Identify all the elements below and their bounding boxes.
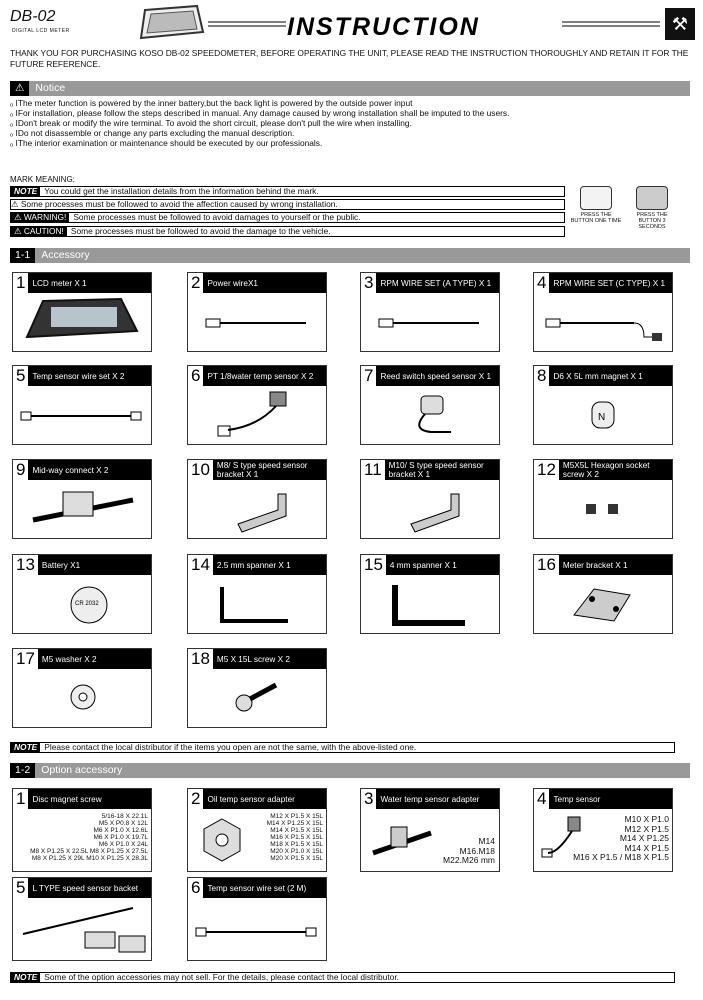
meter-bracket-image: [534, 575, 672, 633]
accessory-card-5: 5 Temp sensor wire set X 2: [12, 365, 152, 445]
rpm-wire-c-image: [534, 293, 672, 351]
notice-item: ₒ IThe interior examination or maintenance should be executed by our professionals.: [10, 138, 323, 148]
accessory-card-16: 16 Meter bracket X 1: [533, 554, 673, 634]
m8-bracket-image: [188, 480, 326, 538]
reed-switch-image: [361, 386, 499, 444]
notice-item: ₒ IThe meter function is powered by the inner battery,but the back light is powered by the outside power input: [10, 98, 413, 108]
option-header: 1-2 Option accessory: [10, 763, 690, 778]
option-note: NOTE Some of the option accessories may not sell. For the details, please contact the local distributor.: [10, 972, 675, 983]
accessory-card-8: 8 D6 X 5L mm magnet X 1 N: [533, 365, 673, 445]
accessory-card-4: 4 RPM WIRE SET (C TYPE) X 1: [533, 272, 673, 352]
hex-screw-image: [534, 480, 672, 538]
option-card-3: 3 Water temp sensor adapter M14 M16.M18 M22.M26 mm: [360, 788, 500, 872]
accessory-card-3: 3 RPM WIRE SET (A TYPE) X 1: [360, 272, 500, 352]
accessory-card-18: 18 M5 X 15L screw X 2: [187, 648, 327, 728]
m10-bracket-image: [361, 480, 499, 538]
caution-tag: ⚠ CAUTION!: [11, 227, 67, 236]
accessory-card-2: 2 Power wireX1: [187, 272, 327, 352]
power-wire-image: [188, 293, 326, 351]
notice-item: ₒ IDon't break or modify the wire terminal. To avoid the short circuit, please don't pull the wire when installing.: [10, 118, 412, 128]
title-lines-right: [562, 10, 662, 40]
accessory-card-15: 15 4 mm spanner X 1: [360, 554, 500, 634]
accessory-header: 1-1 Accessory: [10, 248, 690, 263]
temp-wire-2m-image: [188, 898, 326, 960]
page-title: [285, 16, 560, 38]
meter-thumbnail-icon: [135, 2, 207, 42]
l-bracket-image: [13, 898, 151, 960]
accessory-card-10: 10 M8/ S type speed sensor bracket X 1: [187, 459, 327, 539]
notice-header: [10, 81, 690, 96]
option-card-5: 5 L TYPE speed sensor backet: [12, 877, 152, 961]
notice-item: ₒ IFor installation, please follow the steps described in manual. Any damage caused by wrong installation shall be imputed to the users.: [10, 108, 510, 118]
mark-caution: ⚠ Some processes must be followed to avoid the affection caused by wrong installation.: [10, 199, 565, 210]
press-three: PRESS THE BUTTON 3 SECONDS: [626, 186, 678, 230]
mark-warning: ⚠ WARNING! Some processes must be followed to avoid damages to yourself or the public.: [10, 212, 565, 223]
finger-press-icon: [580, 186, 612, 210]
screw-image: [188, 669, 326, 727]
title-text: INSTRUCTION: [287, 16, 480, 38]
disc-sizes: 5/16-18 X 22.1L M5 X P0.8 X 12L M6 X P1.0 X 12.6L M6 X P1.0 X 19.7L M6 X P1.0 X 24L M8 X P1.25 X 22.5L M8 X P1.25 X 27.5L M8 X P1.25 X 29L M10 X P1.25 X 28.3L: [30, 813, 148, 862]
temp-sizes: M10 X P1.0 M12 X P1.5 M14 X P1.25 M14 X P1.5 M16 X P1.5 / M18 X P1.5: [573, 814, 669, 862]
notice-item: ₒ IDo not disassemble or change any parts excluding the manual description.: [10, 128, 295, 138]
finger-hold-icon: [636, 186, 668, 210]
magnet-image: [534, 386, 672, 444]
spanner-large-image: [361, 575, 499, 633]
accessory-title: Accessory: [41, 249, 90, 261]
mark-meaning-title: MARK MEANING:: [10, 175, 75, 184]
accessory-card-1: 1 LCD meter X 1: [12, 272, 152, 352]
water-sizes: M14 M16.M18 M22.M26 mm: [443, 836, 495, 865]
accessory-card-14: 14 2.5 mm spanner X 1: [187, 554, 327, 634]
title-lines-left: [208, 10, 288, 40]
water-temp-sensor-image: [188, 386, 326, 444]
accessory-card-7: 7 Reed switch speed sensor X 1: [360, 365, 500, 445]
tools-icon: ⚒: [665, 8, 695, 40]
accessory-card-17: 17 M5 washer X 2: [12, 648, 152, 728]
warning-tag: ⚠ WARNING!: [11, 213, 69, 222]
washer-image: [13, 669, 151, 727]
caution-icon: ⚠: [11, 199, 21, 209]
lcd-meter-image: [13, 293, 151, 351]
press-once: PRESS THE BUTTON ONE TIME: [570, 186, 622, 224]
notice-list: [10, 98, 695, 148]
notice-title: Notice: [35, 82, 66, 94]
mark-caution-vehicle: ⚠ CAUTION! Some processes must be followed to avoid the damage to the vehicle.: [10, 226, 565, 237]
accessory-card-12: 12 M5X5L Hexagon socket screw X 2: [533, 459, 673, 539]
accessory-card-11: 11 M10/ S type speed sensor bracket X 1: [360, 459, 500, 539]
temp-wire-image: [13, 386, 151, 444]
battery-image: [13, 575, 151, 633]
rpm-wire-a-image: [361, 293, 499, 351]
option-card-6: 6 Temp sensor wire set (2 M): [187, 877, 327, 961]
accessory-card-9: 9 Mid-way connect X 2: [12, 459, 152, 539]
option-card-4: 4 Temp sensor M10 X P1.0 M12 X P1.5 M14 X P1.25 M14 X P1.5 M16 X P1.5 / M18 X P1.5: [533, 788, 673, 872]
mark-note: NOTE You could get the installation details from the information behind the mark.: [10, 186, 565, 197]
option-title: Option accessory: [41, 764, 123, 776]
accessory-card-6: 6 PT 1/8water temp sensor X 2: [187, 365, 327, 445]
warning-icon: ⚠: [10, 81, 29, 96]
model-subtitle: DIGITAL LCD METER: [12, 28, 70, 34]
option-card-2: 2 Oil temp sensor adapter M12 X P1.5 X 15L M14 X P1.25 X 15L M14 X P1.5 X 15L M16 X P1.5 X 15L M18 X P1.5 X 15L M20 X P1.0 X 15L M20 X P1.5 X 15L: [187, 788, 327, 872]
note-tag: NOTE: [11, 187, 40, 196]
option-card-1: 1 Disc magnet screw 5/16-18 X 22.1L M5 X P0.8 X 12L M6 X P1.0 X 12.6L M6 X P1.0 X 19.7L M6 X P1.0 X 24L M8 X P1.25 X 22.5L M8 X P1.25 X 27.5L M8 X P1.25 X 29L M10 X P1.25 X 28.3L: [12, 788, 152, 872]
oil-sizes: M12 X P1.5 X 15L M14 X P1.25 X 15L M14 X P1.5 X 15L M16 X P1.5 X 15L M18 X P1.5 X 15L M20 X P1.0 X 15L M20 X P1.5 X 15L: [266, 813, 323, 862]
oil-adapter-image: [192, 813, 252, 869]
magnet-label: N: [598, 412, 606, 423]
model-name: DB-02: [10, 8, 56, 25]
intro-text: THANK YOU FOR PURCHASING KOSO DB-02 SPEEDOMETER, BEFORE OPERATING THE UNIT, PLEASE READ THE INSTRUCTION THOROUGHLY AND RETAIN IT FOR THE FUTURE REFERENCE.: [10, 48, 689, 69]
midway-connect-image: [13, 480, 151, 538]
accessory-note: NOTE Please contact the local distributor if the items you open are not the same, with the above-listed one.: [10, 742, 675, 753]
battery-label: CR 2032: [75, 601, 99, 607]
water-adapter-image: [365, 813, 435, 869]
spanner-small-image: [188, 575, 326, 633]
accessory-card-13: 13 Battery X1 CR 2032: [12, 554, 152, 634]
